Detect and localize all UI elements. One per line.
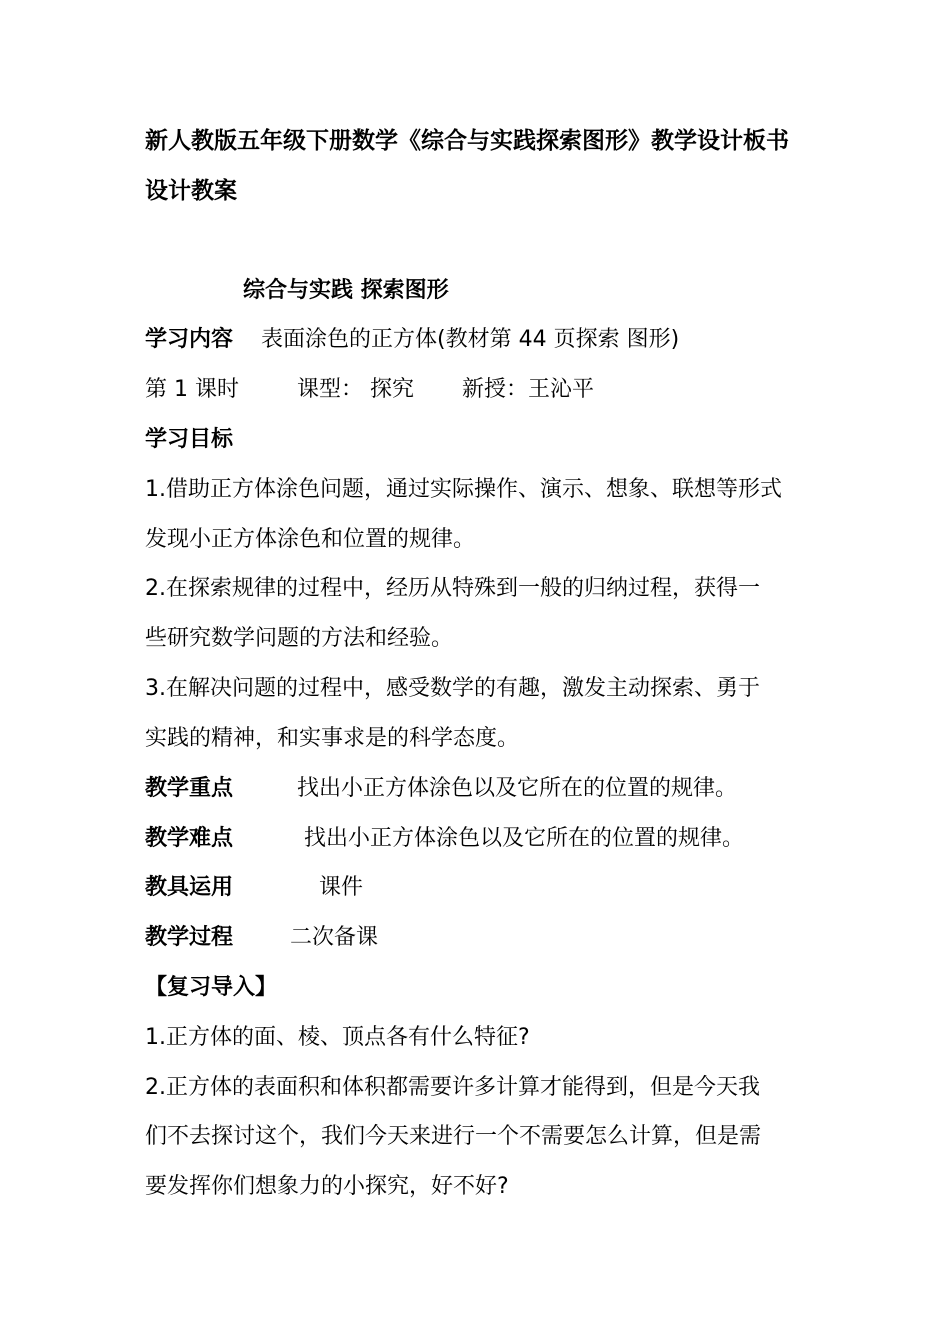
difficulty-value: 找出小正方体涂色以及它所在的位置的规律。 — [304, 826, 745, 851]
objective-3-line2: 实践的精神，和实事求是的科学态度。 — [145, 726, 520, 751]
objective-1-line2: 发现小正方体涂色和位置的规律。 — [145, 527, 476, 552]
key-point-value: 找出小正方体涂色以及它所在的位置的规律。 — [297, 776, 738, 801]
lesson-type: 课型： 探究 — [296, 377, 414, 402]
document-title-line1: 新人教版五年级下册数学《综合与实践探索图形》教学设计板书 — [145, 128, 789, 154]
objective-2-line2: 些研究数学问题的方法和经验。 — [145, 626, 454, 651]
review-question-2-line3: 要发挥你们想象力的小探究，好不好? — [145, 1174, 509, 1199]
lesson-teacher: 新授：王沁平 — [461, 377, 594, 402]
review-question-1: 1.正方体的面、棱、顶点各有什么特征? — [145, 1025, 530, 1050]
process-row — [145, 923, 378, 953]
content-value: 表面涂色的正方体(教材第 44 页探索 图形) — [261, 327, 680, 352]
review-question-2-line1: 2.正方体的表面积和体积都需要许多计算才能得到，但是今天我 — [145, 1075, 760, 1100]
content-row — [145, 325, 679, 355]
process-value: 二次备课 — [290, 925, 379, 950]
tools-label: 教具运用 — [145, 875, 234, 900]
objectives-label: 学习目标 — [145, 427, 234, 452]
lesson-period: 第 1 课时 — [145, 377, 239, 402]
document-title-line2: 设计教案 — [145, 178, 237, 204]
tools-value: 课件 — [319, 875, 364, 900]
objective-3-line1: 3.在解决问题的过程中，感受数学的有趣，激发主动探索、勇于 — [145, 676, 760, 701]
key-point-row — [145, 774, 737, 804]
review-heading: 【复习导入】 — [145, 975, 278, 1000]
process-label: 教学过程 — [145, 925, 234, 950]
review-question-2-line2: 们不去探讨这个，我们今天来进行一个不需要怎么计算，但是需 — [145, 1124, 762, 1149]
difficulty-row — [145, 824, 744, 854]
objective-1-line1: 1.借助正方体涂色问题，通过实际操作、演示、想象、联想等形式 — [145, 477, 782, 502]
difficulty-label: 教学难点 — [145, 826, 234, 851]
key-point-label: 教学重点 — [145, 776, 234, 801]
tools-row — [145, 873, 363, 903]
content-label: 学习内容 — [145, 327, 234, 352]
objective-2-line1: 2.在探索规律的过程中，经历从特殊到一般的归纳过程，获得一 — [145, 576, 760, 601]
section-subtitle: 综合与实践 探索图形 — [243, 278, 449, 303]
lesson-info-row — [145, 375, 594, 405]
